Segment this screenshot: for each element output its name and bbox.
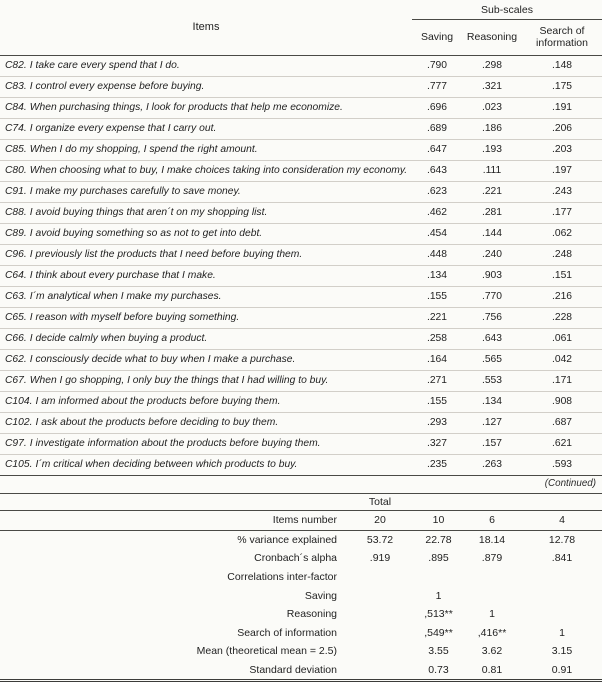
summary-value — [415, 568, 462, 587]
summary-value: .895 — [428, 552, 449, 565]
summary-value: 20 — [345, 511, 415, 531]
summary-value: 18.14 — [478, 533, 506, 546]
summary-value — [462, 568, 522, 587]
item-text-cell — [0, 329, 412, 350]
loading-value: .770 — [462, 287, 522, 308]
summary-row — [0, 661, 602, 681]
loading-value: .321 — [462, 77, 522, 98]
loading-value: .177 — [522, 203, 602, 224]
item-row — [0, 350, 602, 371]
summary-value — [522, 586, 602, 605]
loading-value: .228 — [522, 308, 602, 329]
summary-value — [522, 568, 602, 587]
item-text: I ask about the products before deciding to buy them. — [35, 417, 279, 429]
item-row — [0, 455, 602, 476]
loading-value: .777 — [412, 77, 462, 98]
item-text-cell — [0, 140, 412, 161]
summary-row-label: Reasoning — [286, 608, 337, 621]
summary-row-label: Search of information — [237, 626, 337, 639]
item-row — [0, 161, 602, 182]
summary-value: 6 — [462, 511, 522, 531]
summary-value — [345, 642, 415, 661]
item-row — [0, 119, 602, 140]
loading-value: .623 — [412, 182, 462, 203]
item-text-cell — [0, 308, 412, 329]
loading-value: .062 — [522, 224, 602, 245]
item-text: I´m analytical when I make my purchases. — [29, 291, 222, 303]
summary-value: .841 — [551, 552, 573, 565]
summary-value — [462, 586, 522, 605]
item-text: I control every expense before buying. — [29, 81, 205, 93]
item-code: C80. — [5, 165, 27, 177]
loading-value: .293 — [412, 413, 462, 434]
loading-value: .171 — [522, 371, 602, 392]
item-code: C102. — [5, 417, 33, 429]
loading-value: .248 — [522, 245, 602, 266]
loading-value: .023 — [462, 98, 522, 119]
summary-value: 0.81 — [462, 661, 522, 681]
item-code: C85. — [5, 144, 27, 156]
item-text: I make my purchases carefully to save money. — [29, 186, 241, 198]
summary-value: .879 — [481, 552, 503, 565]
item-row — [0, 203, 602, 224]
continued-note: (Continued) — [544, 478, 596, 489]
summary-row-label: % variance explained — [237, 533, 337, 546]
summary-row — [0, 624, 602, 643]
loading-value: .281 — [462, 203, 522, 224]
summary-row-label: Standard deviation — [0, 661, 345, 681]
saving-column-header: Saving — [412, 20, 462, 56]
loading-value: .263 — [462, 455, 522, 476]
loading-value: .186 — [462, 119, 522, 140]
summary-value — [522, 605, 602, 624]
item-text: I avoid buying something so as not to get into debt. — [29, 228, 263, 240]
summary-value — [345, 624, 415, 643]
loading-value: .271 — [412, 371, 462, 392]
summary-table-body — [0, 511, 602, 681]
item-code: C104. — [5, 396, 33, 408]
summary-value: 3.55 — [428, 645, 449, 658]
item-row — [0, 140, 602, 161]
item-code: C83. — [5, 81, 27, 93]
subscales-group-header: Sub-scales — [412, 0, 602, 20]
loading-value: .327 — [412, 434, 462, 455]
loading-value: .151 — [522, 266, 602, 287]
subscales-header-row — [0, 0, 602, 20]
item-text: When choosing what to buy, I make choices taking into consideration my economy. — [29, 165, 408, 177]
summary-value — [345, 586, 415, 605]
loading-value: .148 — [522, 56, 602, 77]
item-text: I avoid buying things that aren´t on my shopping list. — [29, 207, 268, 219]
item-row — [0, 308, 602, 329]
item-row — [0, 287, 602, 308]
item-row — [0, 98, 602, 119]
summary-row-label: Correlations inter-factor — [227, 571, 337, 584]
item-text-cell — [0, 287, 412, 308]
summary-value: 22.78 — [425, 533, 452, 546]
loading-value: .258 — [412, 329, 462, 350]
loading-value: .221 — [462, 182, 522, 203]
summary-row — [0, 642, 602, 661]
summary-value: 1 — [435, 589, 442, 602]
loading-value: .061 — [522, 329, 602, 350]
item-text-cell — [0, 77, 412, 98]
loading-value: .240 — [462, 245, 522, 266]
item-code: C91. — [5, 186, 27, 198]
item-row — [0, 224, 602, 245]
item-row — [0, 434, 602, 455]
item-text: I reason with myself before buying something. — [29, 312, 240, 324]
summary-value: 1 — [489, 608, 495, 621]
item-text: When I go shopping, I only buy the things that I had willing to buy. — [29, 375, 329, 387]
item-code: C62. — [5, 354, 27, 366]
loading-value: .689 — [412, 119, 462, 140]
loading-value: .454 — [412, 224, 462, 245]
summary-row-label: Mean (theoretical mean = 2.5) — [196, 645, 337, 658]
item-text-cell — [0, 224, 412, 245]
loading-value: .193 — [462, 140, 522, 161]
item-text: When purchasing things, I look for products that help me economize. — [29, 102, 343, 114]
item-row — [0, 266, 602, 287]
summary-value: 0.73 — [415, 661, 462, 681]
loading-value: .565 — [462, 350, 522, 371]
summary-value: 53.72 — [366, 533, 394, 546]
loading-value: .155 — [412, 392, 462, 413]
loading-value: .462 — [412, 203, 462, 224]
total-column-header: Total — [345, 494, 415, 511]
summary-row-label: Cronbach´s alpha — [254, 552, 337, 565]
summary-value: .919 — [369, 552, 391, 565]
summary-value — [345, 661, 415, 681]
summary-row — [0, 530, 602, 549]
loading-value: .216 — [522, 287, 602, 308]
item-text-cell — [0, 434, 412, 455]
item-row — [0, 392, 602, 413]
summary-value: 1 — [559, 626, 565, 639]
item-text-cell — [0, 350, 412, 371]
item-code: C66. — [5, 333, 27, 345]
loading-value: .191 — [522, 98, 602, 119]
summary-value — [345, 605, 415, 624]
summary-value: ,549** — [424, 626, 453, 639]
item-row — [0, 77, 602, 98]
items-column-header: Items — [0, 0, 412, 56]
loading-value: .647 — [412, 140, 462, 161]
item-row — [0, 329, 602, 350]
item-code: C65. — [5, 312, 27, 324]
item-text: I investigate information about the products before buying them. — [29, 438, 321, 450]
loading-value: .134 — [462, 392, 522, 413]
item-text: I am informed about the products before buying them. — [35, 396, 281, 408]
summary-row — [0, 586, 602, 605]
summary-value: 12.78 — [548, 533, 576, 546]
item-text-cell — [0, 182, 412, 203]
summary-row — [0, 605, 602, 624]
item-text: I previously list the products that I need before buying them. — [29, 249, 303, 261]
item-text: I think about every purchase that I make. — [29, 270, 216, 282]
items-table-body — [0, 56, 602, 476]
loading-value: .206 — [522, 119, 602, 140]
empty-header-cell — [0, 494, 345, 511]
item-text-cell — [0, 245, 412, 266]
item-text: I´m critical when deciding between which products to buy. — [35, 459, 298, 471]
loading-value: .756 — [462, 308, 522, 329]
item-code: C97. — [5, 438, 27, 450]
loading-value: .448 — [412, 245, 462, 266]
summary-row — [0, 568, 602, 587]
loading-value: .696 — [412, 98, 462, 119]
summary-row-label: Items number — [0, 511, 345, 531]
item-text: I consciously decide what to buy when I make a purchase. — [29, 354, 296, 366]
item-code: C89. — [5, 228, 27, 240]
item-text: I decide calmly when buying a product. — [29, 333, 208, 345]
loading-value: .903 — [462, 266, 522, 287]
item-code: C88. — [5, 207, 27, 219]
loading-value: .790 — [412, 56, 462, 77]
empty-header-cell — [522, 494, 602, 511]
item-row — [0, 371, 602, 392]
loading-value: .553 — [462, 371, 522, 392]
loading-value: .203 — [522, 140, 602, 161]
loading-value: .908 — [522, 392, 602, 413]
item-code: C82. — [5, 60, 27, 72]
item-code: C105. — [5, 459, 33, 471]
loading-value: .643 — [462, 329, 522, 350]
item-text: When I do my shopping, I spend the right amount. — [29, 144, 258, 156]
loading-value: .298 — [462, 56, 522, 77]
item-code: C63. — [5, 291, 27, 303]
item-text-cell — [0, 56, 412, 77]
item-row — [0, 245, 602, 266]
item-code: C84. — [5, 102, 27, 114]
loading-value: .134 — [412, 266, 462, 287]
summary-value: 3.62 — [481, 645, 503, 658]
summary-value — [345, 568, 415, 587]
loading-value: .643 — [412, 161, 462, 182]
loading-value: .127 — [462, 413, 522, 434]
loading-value: .111 — [462, 161, 522, 182]
item-text-cell — [0, 203, 412, 224]
item-text-cell — [0, 455, 412, 476]
item-text-cell — [0, 392, 412, 413]
loading-value: .235 — [412, 455, 462, 476]
item-text: I take care every spend that I do. — [29, 60, 180, 72]
loading-value: .221 — [412, 308, 462, 329]
summary-value: 0.91 — [522, 661, 602, 681]
summary-value: ,416** — [477, 626, 507, 639]
loading-value: .175 — [522, 77, 602, 98]
item-code: C67. — [5, 375, 27, 387]
summary-statistics-table — [0, 493, 602, 682]
empty-header-cell — [415, 494, 462, 511]
summary-value: ,513** — [424, 608, 453, 621]
loading-value: .155 — [412, 287, 462, 308]
summary-row — [0, 511, 602, 531]
item-text-cell — [0, 161, 412, 182]
summary-value: 10 — [415, 511, 462, 531]
total-header-row — [0, 494, 602, 511]
loading-value: .157 — [462, 434, 522, 455]
item-code: C64. — [5, 270, 27, 282]
summary-value: 3.15 — [551, 645, 573, 658]
item-text: I organize every expense that I carry out. — [29, 123, 217, 135]
item-code: C96. — [5, 249, 27, 261]
summary-row-label: Saving — [304, 589, 337, 602]
loading-value: .687 — [522, 413, 602, 434]
item-code: C74. — [5, 123, 27, 135]
item-text-cell — [0, 266, 412, 287]
loading-value: .197 — [522, 161, 602, 182]
item-text-cell — [0, 119, 412, 140]
item-text-cell — [0, 98, 412, 119]
item-text-cell — [0, 413, 412, 434]
loading-value: .144 — [462, 224, 522, 245]
empty-header-cell — [462, 494, 522, 511]
item-text-cell — [0, 371, 412, 392]
summary-row — [0, 549, 602, 568]
item-row — [0, 182, 602, 203]
loading-value: .243 — [522, 182, 602, 203]
item-row — [0, 413, 602, 434]
reasoning-column-header: Reasoning — [462, 20, 522, 56]
loading-value: .621 — [522, 434, 602, 455]
search-column-header: Search of information — [522, 20, 602, 56]
item-row — [0, 56, 602, 77]
loading-value: .164 — [412, 350, 462, 371]
loading-value: .042 — [522, 350, 602, 371]
loading-value: .593 — [522, 455, 602, 476]
summary-value: 4 — [522, 511, 602, 531]
